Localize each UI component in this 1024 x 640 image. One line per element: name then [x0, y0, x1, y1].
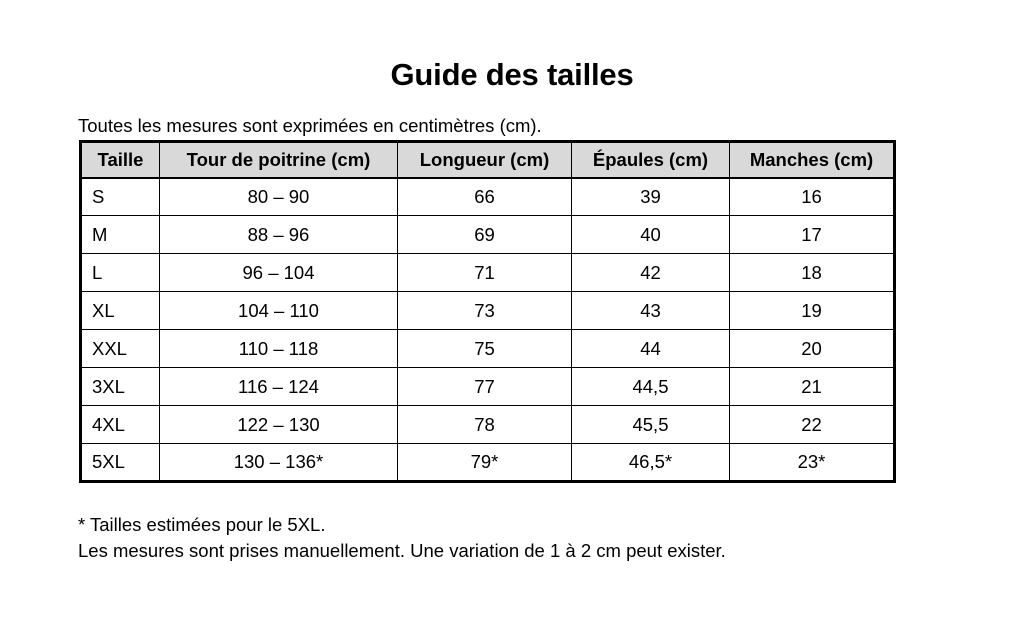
table-row	[81, 330, 895, 368]
footnote-measurement-tolerance: Les mesures sont prises manuellement. Une variation de 1 à 2 cm peut exister.	[78, 540, 726, 561]
cell-epaules: 39	[572, 178, 730, 216]
cell-manches: 19	[730, 292, 895, 330]
cell-poitrine: 96 – 104	[160, 254, 398, 292]
size-table-container	[79, 140, 893, 483]
cell-taille: M	[81, 216, 160, 254]
cell-longueur: 79*	[398, 444, 572, 482]
table-row	[81, 444, 895, 482]
cell-longueur: 77	[398, 368, 572, 406]
page-title: Guide des tailles	[390, 57, 634, 92]
cell-longueur: 66	[398, 178, 572, 216]
cell-manches: 17	[730, 216, 895, 254]
footnotes	[78, 512, 726, 564]
column-header-poitrine: Tour de poitrine (cm)	[160, 142, 398, 178]
cell-poitrine: 104 – 110	[160, 292, 398, 330]
cell-epaules: 46,5*	[572, 444, 730, 482]
cell-taille: 4XL	[81, 406, 160, 444]
cell-manches: 21	[730, 368, 895, 406]
cell-longueur: 73	[398, 292, 572, 330]
column-header-manches: Manches (cm)	[730, 142, 895, 178]
cell-poitrine: 80 – 90	[160, 178, 398, 216]
column-header-longueur: Longueur (cm)	[398, 142, 572, 178]
cell-manches: 22	[730, 406, 895, 444]
cell-taille: 5XL	[81, 444, 160, 482]
table-row	[81, 406, 895, 444]
table-row	[81, 216, 895, 254]
table-row	[81, 254, 895, 292]
table-row	[81, 292, 895, 330]
cell-poitrine: 110 – 118	[160, 330, 398, 368]
cell-taille: XXL	[81, 330, 160, 368]
cell-epaules: 43	[572, 292, 730, 330]
table-body	[81, 178, 895, 482]
cell-taille: L	[81, 254, 160, 292]
cell-poitrine: 122 – 130	[160, 406, 398, 444]
cell-longueur: 69	[398, 216, 572, 254]
cell-epaules: 40	[572, 216, 730, 254]
table-header-row	[81, 142, 895, 178]
column-header-taille: Taille	[81, 142, 160, 178]
cell-epaules: 42	[572, 254, 730, 292]
units-note: Toutes les mesures sont exprimées en centimètres (cm).	[78, 115, 542, 136]
cell-longueur: 75	[398, 330, 572, 368]
cell-manches: 23*	[730, 444, 895, 482]
table-header	[81, 142, 895, 178]
column-header-epaules: Épaules (cm)	[572, 142, 730, 178]
cell-epaules: 44,5	[572, 368, 730, 406]
cell-manches: 18	[730, 254, 895, 292]
cell-manches: 20	[730, 330, 895, 368]
table-row	[81, 368, 895, 406]
cell-manches: 16	[730, 178, 895, 216]
cell-taille: XL	[81, 292, 160, 330]
cell-poitrine: 130 – 136*	[160, 444, 398, 482]
cell-poitrine: 88 – 96	[160, 216, 398, 254]
cell-epaules: 44	[572, 330, 730, 368]
cell-longueur: 78	[398, 406, 572, 444]
cell-taille: 3XL	[81, 368, 160, 406]
cell-longueur: 71	[398, 254, 572, 292]
cell-taille: S	[81, 178, 160, 216]
table-row	[81, 178, 895, 216]
cell-epaules: 45,5	[572, 406, 730, 444]
footnote-estimated-sizes: * Tailles estimées pour le 5XL.	[78, 514, 326, 535]
cell-poitrine: 116 – 124	[160, 368, 398, 406]
size-guide-table	[79, 140, 896, 483]
